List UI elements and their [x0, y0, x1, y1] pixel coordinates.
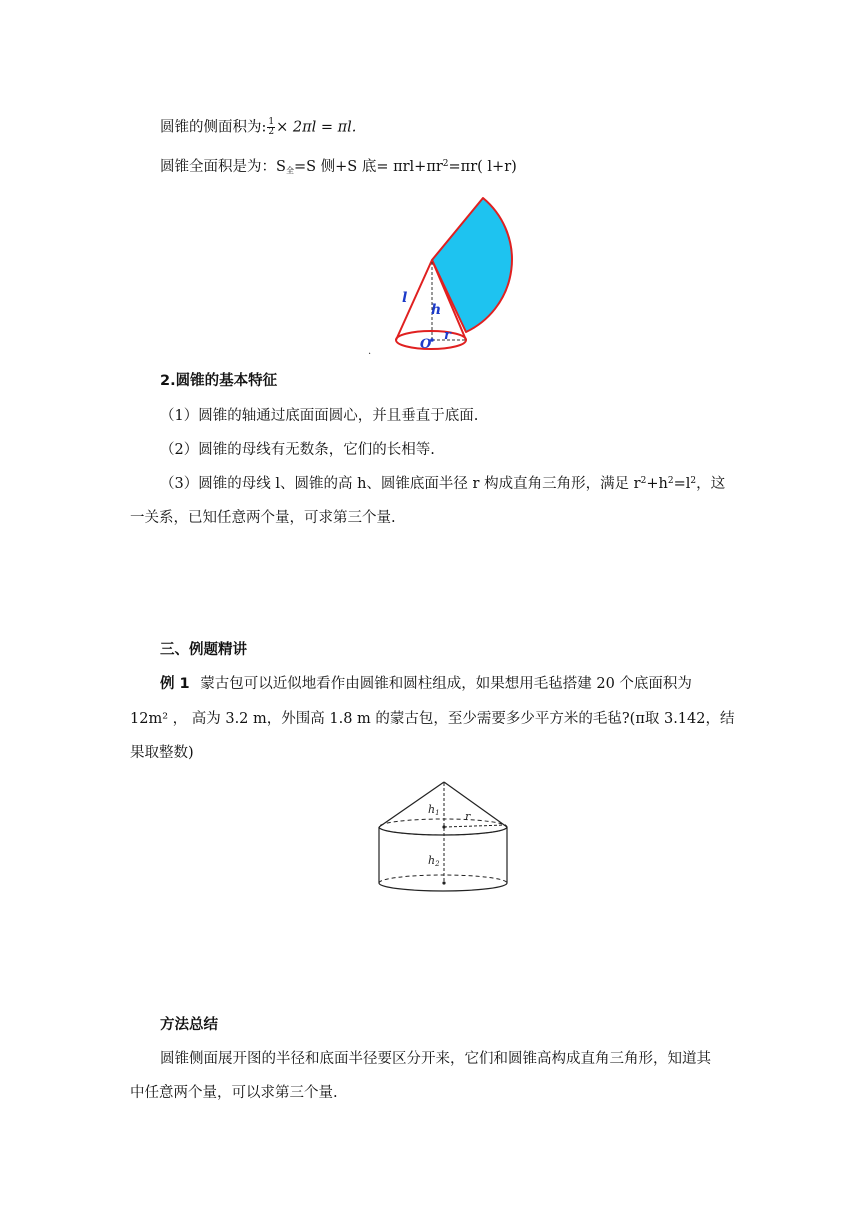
fraction-one-half: $\frac{1}{2}$ [268, 117, 275, 137]
example1-text1: 蒙古包可以近似地看作由圆锥和圆柱组成，如果想用毛毡搭建 20 个底面积为 [200, 676, 692, 692]
yurt-figure [372, 778, 514, 894]
label-r: r [465, 810, 471, 823]
feature-item-2: （2）圆锥的母线有无数条，它们的长相等. [160, 442, 435, 458]
cone-right-edge [444, 782, 507, 827]
label-r: r [444, 328, 451, 343]
example1-label: 例 1 [160, 676, 190, 692]
feature-item-3-line2: 一关系，已知任意两个量，可求第三个量. [130, 510, 396, 526]
summary-line2: 中任意两个量，可以求第三个量. [130, 1085, 338, 1101]
section2-title: 2.圆锥的基本特征 [160, 373, 278, 389]
section3-title: 三、例题精讲 [160, 642, 247, 658]
lateral-area-line [160, 118, 356, 137]
summary-line1: 圆锥侧面展开图的半径和底面半径要区分开来，它们和圆锥高构成直角三角形，知道其 [160, 1051, 711, 1067]
subscript-quan: 全 [285, 166, 294, 175]
label-l: l [402, 290, 408, 306]
superscript-2: 2 [442, 159, 449, 169]
lateral-area-prefix: 圆锥的侧面积为: [160, 119, 267, 136]
label-h: h [431, 302, 442, 318]
example1-line2: 12m² ， 高为 3.2 m，外围高 1.8 m 的蒙古包，至少需要多少平方米的毛毡?(π取 3.142，结 [130, 711, 735, 727]
label-h1: h1 [428, 803, 440, 817]
feature-item-3: （3）圆锥的母线 l、圆锥的高 h、圆锥底面半径 r 构成直角三角形，满足 $r^2+h^2=l^2$，这 [160, 476, 726, 492]
label-h2: h2 [428, 854, 440, 868]
summary-title: 方法总结 [160, 1017, 218, 1033]
total-area-line [160, 160, 517, 175]
figure-dot: . [368, 346, 372, 357]
lateral-sector [432, 198, 512, 332]
cone-development-figure [368, 190, 530, 360]
total-area-mid2: =πr( l+r) [448, 159, 517, 175]
center-point-top [442, 825, 445, 828]
total-area-mid1: =S 侧+S 底= πrl+πr [293, 159, 443, 175]
feature-item-1: （1）圆锥的轴通过底面面圆心，并且垂直于底面. [160, 408, 479, 424]
example1-line3: 果取整数) [130, 745, 194, 761]
radius-line [444, 825, 506, 827]
lateral-area-formula: × 2πl = πl. [276, 119, 357, 136]
total-area-prefix: 圆锥全面积是为：S [160, 159, 286, 175]
example1-line1 [160, 677, 692, 692]
center-point-bottom [442, 881, 445, 884]
label-o: O [420, 337, 432, 352]
